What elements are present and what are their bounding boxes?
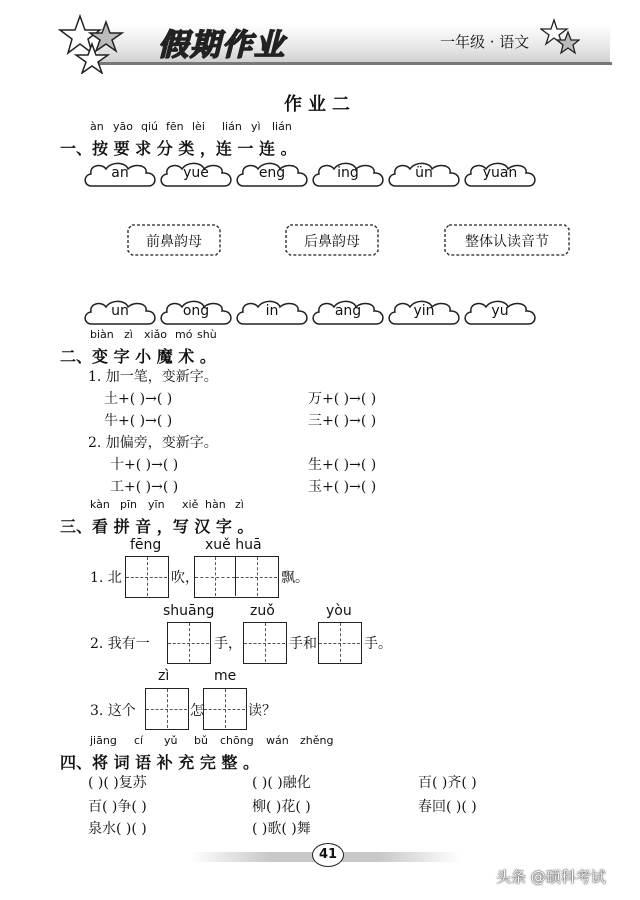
category-box[interactable] [443, 223, 571, 257]
question-text: 飘。 [281, 570, 309, 586]
section3-heading: 三、看 拼 音 ，写 汉 字 。 [60, 517, 254, 536]
pinyin-prompt: zì [158, 668, 170, 684]
pinyin: lián [272, 120, 292, 133]
stars-left-icon [58, 14, 138, 74]
category-box[interactable] [126, 223, 222, 257]
pinyin: mó [175, 328, 193, 341]
stars-right-icon [540, 18, 580, 58]
section4-heading: 四、将 词 语 补 充 完 整 。 [60, 753, 259, 772]
pinyin: yāo [113, 120, 133, 133]
pinyin-cloud[interactable] [308, 298, 388, 328]
cloud-label: eng [258, 165, 286, 181]
pinyin-prompt: shuāng [163, 603, 215, 619]
pinyin-cloud[interactable] [232, 160, 312, 190]
page-title: 作业二 [284, 94, 356, 115]
pinyin: zì [235, 498, 244, 511]
category-label: 前鼻韵母 [146, 234, 202, 250]
pinyin-cloud[interactable] [384, 298, 464, 328]
question-text: 怎 [190, 703, 204, 719]
fill-item[interactable]: 百( )齐( ) [418, 775, 477, 791]
writing-box[interactable] [203, 688, 247, 730]
category-label: 整体认读音节 [465, 234, 549, 250]
writing-box[interactable] [167, 622, 211, 664]
pinyin: fēn [166, 120, 184, 133]
question-text: 手和 [289, 636, 317, 652]
pinyin-cloud[interactable] [384, 160, 464, 190]
pinyin: qiú [141, 120, 159, 133]
cloud-label: yuan [482, 165, 518, 181]
question-text: 吹， [171, 570, 199, 586]
cloud-label: an [111, 165, 129, 181]
pinyin-cloud[interactable] [460, 160, 540, 190]
fill-item[interactable]: 玉+( )→( ) [308, 479, 377, 495]
pinyin: lián [222, 120, 242, 133]
fill-item[interactable]: ( )( )复苏 [88, 775, 147, 791]
writing-box[interactable] [194, 556, 279, 598]
cloud-label: un [111, 303, 129, 319]
pinyin-cloud[interactable] [308, 160, 388, 190]
pinyin-prompt: xuě huā [205, 537, 262, 553]
pinyin: pīn [120, 498, 138, 511]
writing-box[interactable] [243, 622, 287, 664]
pinyin-cloud[interactable] [80, 298, 160, 328]
pinyin: wán [266, 734, 289, 747]
cloud-label: ong [182, 303, 210, 319]
pinyin: biàn [90, 328, 114, 341]
writing-box[interactable] [318, 622, 362, 664]
pinyin-prompt: me [214, 668, 237, 684]
pinyin: kàn [90, 498, 110, 511]
pinyin: lèi [192, 120, 205, 133]
pinyin: hàn [205, 498, 226, 511]
page-header [0, 0, 640, 80]
writing-box[interactable] [145, 688, 189, 730]
watermark: 头条 @硕科考试 [496, 868, 606, 886]
fill-item[interactable]: 牛+( )→( ) [104, 413, 173, 429]
fill-item[interactable]: 工+( )→( ) [110, 479, 179, 495]
fill-item[interactable]: 万+( )→( ) [308, 391, 377, 407]
question-text: 1. 北 [90, 570, 122, 586]
fill-item[interactable]: 柳( )花( ) [252, 799, 311, 815]
question-text: 手。 [364, 636, 392, 652]
pinyin: chōng [220, 734, 254, 747]
sub-instruction: 1. 加一笔，变新字。 [88, 369, 218, 385]
category-box[interactable] [284, 223, 380, 257]
cloud-label: in [265, 303, 279, 319]
cloud-label: yin [413, 303, 435, 319]
cloud-label: yue [183, 165, 209, 181]
pinyin: xiǎo [144, 328, 168, 341]
pinyin: jiāng [90, 734, 117, 747]
sub-instruction: 2. 加偏旁，变新字。 [88, 435, 218, 451]
pinyin-cloud[interactable] [156, 298, 236, 328]
pinyin-cloud[interactable] [156, 160, 236, 190]
pinyin: zhěng [300, 734, 334, 747]
pinyin: xiě [182, 498, 199, 511]
fill-item[interactable]: 春回( )( ) [418, 799, 477, 815]
fill-item[interactable]: 十+( )→( ) [110, 457, 179, 473]
pinyin: zì [124, 328, 133, 341]
pinyin: shù [197, 328, 217, 341]
fill-item[interactable]: 泉水( )( ) [88, 821, 147, 837]
pinyin: cí [134, 734, 144, 747]
fill-item[interactable]: ( )( )融化 [252, 775, 311, 791]
pinyin: àn [90, 120, 104, 133]
question-text: 3. 这个 [90, 703, 136, 719]
pinyin-cloud[interactable] [460, 298, 540, 328]
question-text: 2. 我有一 [90, 636, 150, 652]
cloud-label: ang [334, 303, 362, 319]
cloud-label: ün [415, 165, 433, 181]
fill-item[interactable]: 三+( )→( ) [308, 413, 377, 429]
header-grade: 一年级 · 语文 [440, 33, 530, 51]
fill-item[interactable]: 生+( )→( ) [308, 457, 377, 473]
page-number: 41 [312, 843, 344, 867]
cloud-label: ing [337, 165, 359, 181]
pinyin: yīn [148, 498, 165, 511]
fill-item[interactable]: ( )歌( )舞 [252, 821, 311, 837]
pinyin-prompt: fēng [130, 537, 162, 553]
writing-box[interactable] [125, 556, 169, 598]
pinyin-prompt: yòu [326, 603, 352, 619]
cloud-label: yu [491, 303, 509, 319]
header-title: 假期作业 [158, 28, 286, 63]
pinyin-prompt: zuǒ [250, 603, 275, 619]
question-text: 手， [214, 636, 242, 652]
category-label: 后鼻韵母 [304, 234, 360, 250]
section2-heading: 二、变 字 小 魔 术 。 [60, 347, 216, 366]
pinyin: yì [251, 120, 261, 133]
fill-item[interactable]: 百( )争( ) [88, 799, 147, 815]
pinyin: yǔ [164, 734, 178, 747]
pinyin-cloud[interactable] [232, 298, 312, 328]
pinyin-cloud[interactable] [80, 160, 160, 190]
question-text: 读？ [248, 703, 276, 719]
fill-item[interactable]: 土+( )→( ) [104, 391, 173, 407]
pinyin: bǔ [194, 734, 208, 747]
section1-heading: 一、按 要 求 分 类 ，连 一 连 。 [60, 139, 297, 158]
